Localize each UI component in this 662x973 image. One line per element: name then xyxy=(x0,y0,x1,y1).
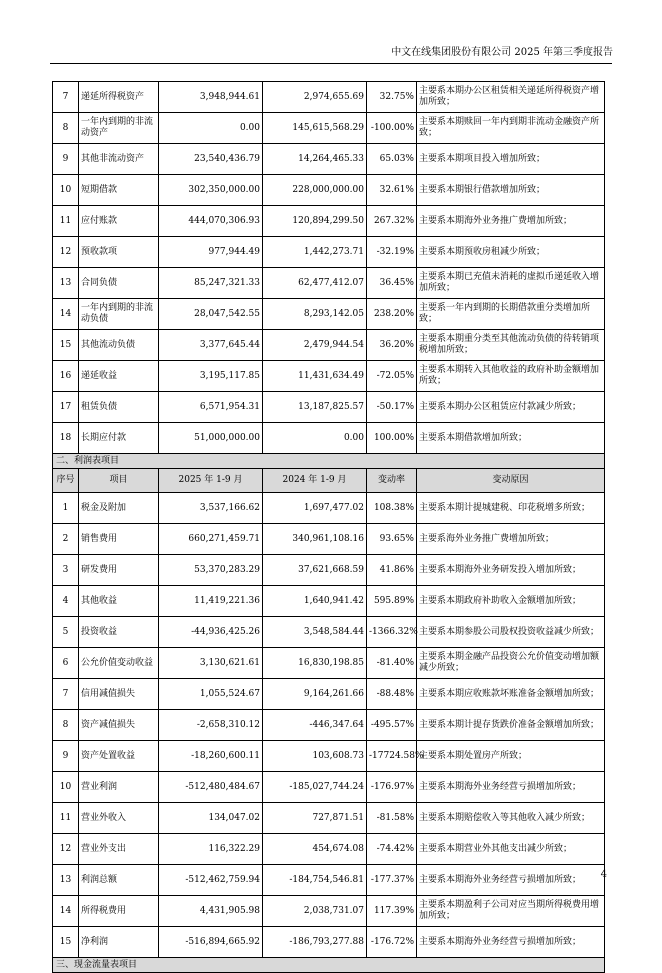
row-prior-value: -184,754,546.81 xyxy=(263,865,367,896)
row-item-name: 研发费用 xyxy=(79,555,159,586)
table-row xyxy=(53,927,605,958)
balance-sheet-rows xyxy=(53,82,605,454)
row-change-rate: 117.39% xyxy=(367,896,417,927)
row-item-name: 销售费用 xyxy=(79,524,159,555)
table-row xyxy=(53,524,605,555)
row-change-reason: 主要系本期政府补助收入金额增加所致； xyxy=(417,586,605,617)
row-current-value: 11,419,221.36 xyxy=(159,586,263,617)
row-prior-value: -186,793,277.88 xyxy=(263,927,367,958)
row-item-name: 营业外收入 xyxy=(79,803,159,834)
row-change-rate: 595.89% xyxy=(367,586,417,617)
row-current-value: 3,948,944.61 xyxy=(159,82,263,113)
col-header-prior-period: 2024 年 1-9 月 xyxy=(263,469,367,493)
row-change-rate: 32.75% xyxy=(367,82,417,113)
row-item-name: 资产减值损失 xyxy=(79,710,159,741)
cashflow-header xyxy=(53,958,605,973)
row-change-rate: -177.37% xyxy=(367,865,417,896)
row-current-value: -18,260,600.11 xyxy=(159,741,263,772)
row-index: 7 xyxy=(53,679,79,710)
row-current-value: 6,571,954.31 xyxy=(159,392,263,423)
row-current-value: 3,377,645.44 xyxy=(159,330,263,361)
row-prior-value: 1,640,941.42 xyxy=(263,586,367,617)
col-header-change-reason: 变动原因 xyxy=(417,469,605,493)
row-change-rate: -32.19% xyxy=(367,237,417,268)
table-row xyxy=(53,555,605,586)
row-change-rate: -88.48% xyxy=(367,679,417,710)
income-statement-rows xyxy=(53,493,605,958)
row-item-name: 一年内到期的非流动负债 xyxy=(79,299,159,330)
row-change-rate: -100.00% xyxy=(367,113,417,144)
row-current-value: 4,431,905.98 xyxy=(159,896,263,927)
row-index: 16 xyxy=(53,361,79,392)
table-row xyxy=(53,144,605,175)
row-change-rate: 36.20% xyxy=(367,330,417,361)
row-index: 4 xyxy=(53,586,79,617)
row-change-reason: 主要系本期已充值未消耗的虚拟币递延收入增加所致； xyxy=(417,268,605,299)
row-index: 5 xyxy=(53,617,79,648)
row-index: 2 xyxy=(53,524,79,555)
row-change-reason: 主要系本期处置房产所致； xyxy=(417,741,605,772)
row-index: 1 xyxy=(53,493,79,524)
income-statement-header xyxy=(53,454,605,493)
report-header-title: 中文在线集团股份有限公司 2025 年第三季度报告 xyxy=(391,47,613,58)
row-index: 14 xyxy=(53,299,79,330)
row-change-reason: 主要系本期应收账款坏账准备金额增加所致； xyxy=(417,679,605,710)
row-item-name: 递延收益 xyxy=(79,361,159,392)
row-item-name: 其他流动负债 xyxy=(79,330,159,361)
row-item-name: 信用减值损失 xyxy=(79,679,159,710)
row-prior-value: 8,293,142.05 xyxy=(263,299,367,330)
table-row xyxy=(53,330,605,361)
row-current-value: 3,537,166.62 xyxy=(159,493,263,524)
row-prior-value: 2,038,731.07 xyxy=(263,896,367,927)
row-current-value: 660,271,459.71 xyxy=(159,524,263,555)
row-index: 9 xyxy=(53,144,79,175)
row-change-rate: -17724.58% xyxy=(367,741,417,772)
row-current-value: 85,247,321.33 xyxy=(159,268,263,299)
row-prior-value: 1,697,477.02 xyxy=(263,493,367,524)
row-current-value: 53,370,283.29 xyxy=(159,555,263,586)
row-prior-value: 145,615,568.29 xyxy=(263,113,367,144)
row-change-reason: 主要系本期办公区租赁应付款减少所致； xyxy=(417,392,605,423)
row-prior-value: 11,431,634.49 xyxy=(263,361,367,392)
row-change-rate: -72.05% xyxy=(367,361,417,392)
row-prior-value: 1,442,273.71 xyxy=(263,237,367,268)
row-item-name: 预收款项 xyxy=(79,237,159,268)
table-row xyxy=(53,803,605,834)
row-index: 8 xyxy=(53,113,79,144)
row-prior-value: -446,347.64 xyxy=(263,710,367,741)
row-item-name: 一年内到期的非流动资产 xyxy=(79,113,159,144)
row-change-rate: 65.03% xyxy=(367,144,417,175)
table-row xyxy=(53,237,605,268)
row-current-value: 134,047.02 xyxy=(159,803,263,834)
row-current-value: 23,540,436.79 xyxy=(159,144,263,175)
row-index: 18 xyxy=(53,423,79,454)
row-item-name: 合同负债 xyxy=(79,268,159,299)
row-prior-value: 16,830,198.85 xyxy=(263,648,367,679)
row-current-value: -512,480,484.67 xyxy=(159,772,263,803)
row-change-reason: 主要系本期赎回一年内到期非流动金融资产所致； xyxy=(417,113,605,144)
row-current-value: 28,047,542.55 xyxy=(159,299,263,330)
row-change-reason: 主要系本期项目投入增加所致； xyxy=(417,144,605,175)
table-row xyxy=(53,648,605,679)
table-row xyxy=(53,772,605,803)
row-index: 9 xyxy=(53,741,79,772)
row-item-name: 公允价值变动收益 xyxy=(79,648,159,679)
row-change-rate: -495.57% xyxy=(367,710,417,741)
table-row xyxy=(53,493,605,524)
row-current-value: 0.00 xyxy=(159,113,263,144)
row-current-value: 3,130,621.61 xyxy=(159,648,263,679)
row-change-reason: 主要系本期计提存货跌价准备金额增加所致； xyxy=(417,710,605,741)
cashflow-section-title: 三、现金流量表项目 xyxy=(53,958,605,973)
row-index: 17 xyxy=(53,392,79,423)
col-header-index: 序号 xyxy=(53,469,79,493)
row-change-rate: 32.61% xyxy=(367,175,417,206)
table-row xyxy=(53,206,605,237)
row-change-rate: 93.65% xyxy=(367,524,417,555)
row-change-rate: -176.97% xyxy=(367,772,417,803)
table-row xyxy=(53,710,605,741)
row-current-value: -516,894,665.92 xyxy=(159,927,263,958)
row-item-name: 短期借款 xyxy=(79,175,159,206)
row-prior-value: 454,674.08 xyxy=(263,834,367,865)
row-index: 13 xyxy=(53,865,79,896)
row-current-value: -2,658,310.12 xyxy=(159,710,263,741)
row-prior-value: -185,027,744.24 xyxy=(263,772,367,803)
table-row xyxy=(53,268,605,299)
row-item-name: 其他非流动资产 xyxy=(79,144,159,175)
row-index: 10 xyxy=(53,175,79,206)
table-row xyxy=(53,865,605,896)
row-item-name: 应付账款 xyxy=(79,206,159,237)
row-current-value: 3,195,117.85 xyxy=(159,361,263,392)
row-prior-value: 340,961,108.16 xyxy=(263,524,367,555)
row-prior-value: 228,000,000.00 xyxy=(263,175,367,206)
row-index: 8 xyxy=(53,710,79,741)
row-change-rate: -74.42% xyxy=(367,834,417,865)
row-change-reason: 主要系本期银行借款增加所致； xyxy=(417,175,605,206)
row-prior-value: 62,477,412.07 xyxy=(263,268,367,299)
row-change-reason: 主要系本期海外业务经营亏损增加所致； xyxy=(417,772,605,803)
row-prior-value: 2,479,944.54 xyxy=(263,330,367,361)
row-current-value: 302,350,000.00 xyxy=(159,175,263,206)
header-divider xyxy=(50,63,612,64)
row-item-name: 所得税费用 xyxy=(79,896,159,927)
row-prior-value: 14,264,465.33 xyxy=(263,144,367,175)
row-index: 10 xyxy=(53,772,79,803)
row-prior-value: 0.00 xyxy=(263,423,367,454)
row-change-reason: 主要系本期盈利子公司对应当期所得税费用增加所致； xyxy=(417,896,605,927)
row-index: 11 xyxy=(53,803,79,834)
row-prior-value: 103,608.73 xyxy=(263,741,367,772)
row-item-name: 其他收益 xyxy=(79,586,159,617)
row-item-name: 长期应付款 xyxy=(79,423,159,454)
row-index: 15 xyxy=(53,927,79,958)
table-row xyxy=(53,679,605,710)
row-change-reason: 主要系一年内到期的长期借款重分类增加所致； xyxy=(417,299,605,330)
row-item-name: 净利润 xyxy=(79,927,159,958)
row-current-value: 977,944.49 xyxy=(159,237,263,268)
row-change-rate: -176.72% xyxy=(367,927,417,958)
row-item-name: 投资收益 xyxy=(79,617,159,648)
row-index: 6 xyxy=(53,648,79,679)
col-header-change-rate: 变动率 xyxy=(367,469,417,493)
table-row xyxy=(53,896,605,927)
row-change-reason: 主要系本期海外业务经营亏损增加所致； xyxy=(417,927,605,958)
row-change-rate: -81.40% xyxy=(367,648,417,679)
row-current-value: -512,462,759.94 xyxy=(159,865,263,896)
row-change-reason: 主要系本期重分类至其他流动负债的待转销项税增加所致； xyxy=(417,330,605,361)
row-change-reason: 主要系本期营业外其他支出减少所致； xyxy=(417,834,605,865)
row-change-reason: 主要系本期海外业务研发投入增加所致； xyxy=(417,555,605,586)
row-change-rate: 41.86% xyxy=(367,555,417,586)
row-current-value: 116,322.29 xyxy=(159,834,263,865)
table-row xyxy=(53,617,605,648)
row-prior-value: 120,894,299.50 xyxy=(263,206,367,237)
row-change-reason: 主要系本期借款增加所致； xyxy=(417,423,605,454)
row-prior-value: 37,621,668.59 xyxy=(263,555,367,586)
row-index: 14 xyxy=(53,896,79,927)
table-row xyxy=(53,586,605,617)
row-index: 12 xyxy=(53,237,79,268)
row-item-name: 营业外支出 xyxy=(79,834,159,865)
col-header-item: 项目 xyxy=(79,469,159,493)
row-prior-value: 13,187,825.57 xyxy=(263,392,367,423)
table-row xyxy=(53,361,605,392)
row-change-rate: 36.45% xyxy=(367,268,417,299)
row-prior-value: 2,974,655.69 xyxy=(263,82,367,113)
row-change-rate: -81.58% xyxy=(367,803,417,834)
row-change-reason: 主要系本期参股公司股权投资收益减少所致； xyxy=(417,617,605,648)
table-row xyxy=(53,834,605,865)
row-index: 7 xyxy=(53,82,79,113)
row-change-reason: 主要系本期计提城建税、印花税增多所致； xyxy=(417,493,605,524)
table-row xyxy=(53,82,605,113)
row-item-name: 租赁负债 xyxy=(79,392,159,423)
row-change-reason: 主要系本期转入其他收益的政府补助金额增加所致； xyxy=(417,361,605,392)
row-index: 11 xyxy=(53,206,79,237)
row-change-rate: 238.20% xyxy=(367,299,417,330)
row-item-name: 营业利润 xyxy=(79,772,159,803)
row-change-rate: -50.17% xyxy=(367,392,417,423)
row-item-name: 递延所得税资产 xyxy=(79,82,159,113)
table-row xyxy=(53,113,605,144)
row-index: 13 xyxy=(53,268,79,299)
row-index: 12 xyxy=(53,834,79,865)
row-prior-value: 727,871.51 xyxy=(263,803,367,834)
row-current-value: -44,936,425.26 xyxy=(159,617,263,648)
row-change-reason: 主要系本期金融产品投资公允价值变动增加额减少所致； xyxy=(417,648,605,679)
row-change-reason: 主要系本期海外业务经营亏损增加所致； xyxy=(417,865,605,896)
table-row xyxy=(53,392,605,423)
row-current-value: 1,055,524.67 xyxy=(159,679,263,710)
row-item-name: 税金及附加 xyxy=(79,493,159,524)
row-change-rate: -1366.32% xyxy=(367,617,417,648)
row-change-rate: 108.38% xyxy=(367,493,417,524)
row-index: 3 xyxy=(53,555,79,586)
row-current-value: 51,000,000.00 xyxy=(159,423,263,454)
income-section-title: 二、利润表项目 xyxy=(53,454,605,469)
row-prior-value: 3,548,584.44 xyxy=(263,617,367,648)
row-change-rate: 100.00% xyxy=(367,423,417,454)
table-row xyxy=(53,299,605,330)
row-change-reason: 主要系本期赔偿收入等其他收入减少所致； xyxy=(417,803,605,834)
table-row xyxy=(53,423,605,454)
row-item-name: 资产处置收益 xyxy=(79,741,159,772)
row-change-reason: 主要系海外业务推广费增加所致； xyxy=(417,524,605,555)
col-header-current-period: 2025 年 1-9 月 xyxy=(159,469,263,493)
row-current-value: 444,070,306.93 xyxy=(159,206,263,237)
table-row xyxy=(53,741,605,772)
row-index: 15 xyxy=(53,330,79,361)
row-item-name: 利润总额 xyxy=(79,865,159,896)
row-change-rate: 267.32% xyxy=(367,206,417,237)
row-change-reason: 主要系本期海外业务推广费增加所致； xyxy=(417,206,605,237)
row-change-reason: 主要系本期预收房租减少所致； xyxy=(417,237,605,268)
table-row xyxy=(53,175,605,206)
row-change-reason: 主要系本期办公区租赁相关递延所得税资产增加所致； xyxy=(417,82,605,113)
row-prior-value: 9,164,261.66 xyxy=(263,679,367,710)
page-number: 4 xyxy=(600,869,607,880)
financial-changes-table xyxy=(52,81,605,973)
